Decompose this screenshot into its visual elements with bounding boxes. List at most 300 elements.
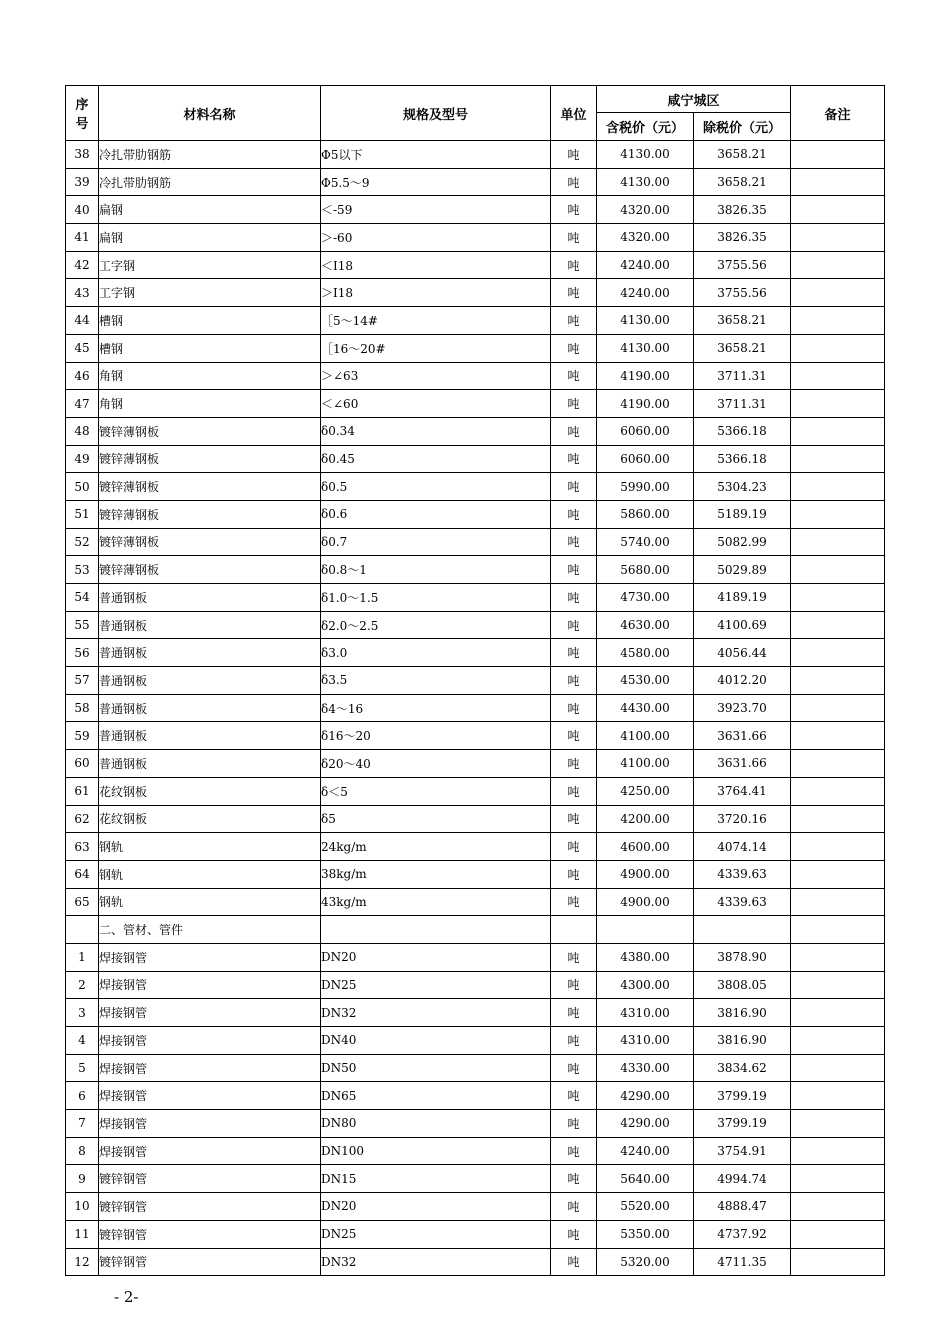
cell-seq: 7 (66, 1110, 99, 1138)
cell-unit: 吨 (551, 971, 597, 999)
cell-name: 镀锌钢管 (99, 1165, 321, 1193)
cell-unit: 吨 (551, 1054, 597, 1082)
cell-spec: δ16～20 (321, 722, 551, 750)
table-row (66, 528, 885, 556)
header-seq-bottom: 号 (75, 117, 89, 132)
cell-seq: 1 (66, 943, 99, 971)
cell-name: 焊接钢管 (99, 1027, 321, 1055)
cell-spec: 24kg/m (321, 833, 551, 861)
cell-name: 普通钢板 (99, 667, 321, 695)
header-price-notax: 除税价（元） (694, 113, 791, 141)
cell-seq: 3 (66, 999, 99, 1027)
cell-name: 冷扎带肋钢筋 (99, 168, 321, 196)
cell-seq: 60 (66, 750, 99, 778)
cell-seq: 42 (66, 251, 99, 279)
cell-unit: 吨 (551, 196, 597, 224)
table-body (66, 141, 885, 1276)
section-title: 二、管材、管件 (99, 916, 321, 944)
cell-name: 镀锌薄钢板 (99, 556, 321, 584)
cell-name: 槽钢 (99, 307, 321, 335)
cell-price-notax: 3658.21 (694, 141, 791, 169)
cell-seq (66, 916, 99, 944)
header-price-tax: 含税价（元） (597, 113, 694, 141)
cell-price-tax: 4240.00 (597, 1137, 694, 1165)
cell-seq: 5 (66, 1054, 99, 1082)
cell-price-tax: 4900.00 (597, 860, 694, 888)
cell-name: 工字钢 (99, 279, 321, 307)
cell-spec: δ3.5 (321, 667, 551, 695)
cell-price-notax: 3658.21 (694, 307, 791, 335)
cell-spec: DN32 (321, 999, 551, 1027)
cell-spec: 38kg/m (321, 860, 551, 888)
cell-seq: 44 (66, 307, 99, 335)
table-row (66, 1137, 885, 1165)
cell-note (791, 805, 885, 833)
cell-price-notax: 3816.90 (694, 999, 791, 1027)
cell-price-notax: 3755.56 (694, 279, 791, 307)
cell-spec: 43kg/m (321, 888, 551, 916)
cell-spec: DN25 (321, 1220, 551, 1248)
cell-seq: 58 (66, 694, 99, 722)
cell-seq: 62 (66, 805, 99, 833)
cell-name: 扁钢 (99, 224, 321, 252)
cell-spec: Φ5.5～9 (321, 168, 551, 196)
cell-price-tax: 6060.00 (597, 445, 694, 473)
cell-name: 角钢 (99, 362, 321, 390)
cell-seq: 4 (66, 1027, 99, 1055)
cell-spec (321, 916, 551, 944)
cell-seq: 6 (66, 1082, 99, 1110)
cell-seq: 9 (66, 1165, 99, 1193)
table-row (66, 971, 885, 999)
cell-price-tax: 4240.00 (597, 279, 694, 307)
cell-note (791, 667, 885, 695)
cell-price-tax: 5640.00 (597, 1165, 694, 1193)
cell-price-notax: 3631.66 (694, 722, 791, 750)
cell-price-tax: 6060.00 (597, 417, 694, 445)
cell-price-tax: 5320.00 (597, 1248, 694, 1276)
table-row (66, 141, 885, 169)
cell-price-tax: 5520.00 (597, 1193, 694, 1221)
cell-price-notax: 3799.19 (694, 1110, 791, 1138)
cell-name: 普通钢板 (99, 694, 321, 722)
cell-price-tax: 4310.00 (597, 999, 694, 1027)
cell-name: 焊接钢管 (99, 1137, 321, 1165)
cell-price-notax: 3834.62 (694, 1054, 791, 1082)
cell-name: 角钢 (99, 390, 321, 418)
cell-note (791, 445, 885, 473)
cell-price-tax: 5860.00 (597, 500, 694, 528)
cell-seq: 41 (66, 224, 99, 252)
cell-price-tax (597, 916, 694, 944)
cell-unit: 吨 (551, 667, 597, 695)
cell-price-notax: 4012.20 (694, 667, 791, 695)
cell-price-tax: 5740.00 (597, 528, 694, 556)
cell-name: 钢轨 (99, 860, 321, 888)
cell-price-notax: 3826.35 (694, 224, 791, 252)
cell-price-notax: 5029.89 (694, 556, 791, 584)
cell-name: 焊接钢管 (99, 971, 321, 999)
table-row (66, 639, 885, 667)
cell-spec: δ1.0～1.5 (321, 584, 551, 612)
cell-price-notax: 4074.14 (694, 833, 791, 861)
cell-price-notax: 3754.91 (694, 1137, 791, 1165)
cell-price-tax: 4290.00 (597, 1082, 694, 1110)
cell-spec: DN25 (321, 971, 551, 999)
cell-price-tax: 4580.00 (597, 639, 694, 667)
cell-price-notax: 5082.99 (694, 528, 791, 556)
cell-price-tax: 4320.00 (597, 224, 694, 252)
cell-seq: 43 (66, 279, 99, 307)
cell-price-tax: 4600.00 (597, 833, 694, 861)
table-row (66, 224, 885, 252)
table-row (66, 584, 885, 612)
cell-price-notax: 3658.21 (694, 168, 791, 196)
cell-seq: 11 (66, 1220, 99, 1248)
cell-spec: ＜-59 (321, 196, 551, 224)
cell-name: 镀锌薄钢板 (99, 445, 321, 473)
cell-unit: 吨 (551, 141, 597, 169)
table-row (66, 999, 885, 1027)
cell-price-tax: 4190.00 (597, 390, 694, 418)
cell-note (791, 500, 885, 528)
cell-price-notax: 4994.74 (694, 1165, 791, 1193)
cell-spec: δ0.5 (321, 473, 551, 501)
cell-name: 普通钢板 (99, 750, 321, 778)
cell-price-notax: 3764.41 (694, 777, 791, 805)
cell-unit: 吨 (551, 1027, 597, 1055)
cell-price-tax: 5680.00 (597, 556, 694, 584)
cell-seq: 65 (66, 888, 99, 916)
cell-spec: δ2.0～2.5 (321, 611, 551, 639)
cell-seq: 51 (66, 500, 99, 528)
cell-name: 钢轨 (99, 888, 321, 916)
cell-note (791, 1193, 885, 1221)
cell-note (791, 334, 885, 362)
cell-unit: 吨 (551, 445, 597, 473)
cell-unit: 吨 (551, 279, 597, 307)
cell-seq: 2 (66, 971, 99, 999)
table-row (66, 500, 885, 528)
cell-seq: 53 (66, 556, 99, 584)
cell-seq: 38 (66, 141, 99, 169)
cell-price-tax: 5990.00 (597, 473, 694, 501)
cell-spec: δ0.45 (321, 445, 551, 473)
cell-unit (551, 916, 597, 944)
cell-price-notax: 3799.19 (694, 1082, 791, 1110)
cell-note (791, 916, 885, 944)
table-row (66, 445, 885, 473)
cell-seq: 47 (66, 390, 99, 418)
cell-unit: 吨 (551, 943, 597, 971)
cell-unit: 吨 (551, 334, 597, 362)
cell-unit: 吨 (551, 528, 597, 556)
cell-unit: 吨 (551, 224, 597, 252)
cell-price-tax: 4130.00 (597, 141, 694, 169)
cell-spec: δ5 (321, 805, 551, 833)
cell-note (791, 694, 885, 722)
cell-spec: DN65 (321, 1082, 551, 1110)
cell-price-notax: 5189.19 (694, 500, 791, 528)
cell-name: 花纹钢板 (99, 777, 321, 805)
table-row (66, 888, 885, 916)
cell-price-tax: 4250.00 (597, 777, 694, 805)
table-row (66, 307, 885, 335)
cell-spec: δ＜5 (321, 777, 551, 805)
cell-unit: 吨 (551, 833, 597, 861)
header-name: 材料名称 (99, 86, 321, 141)
price-table (65, 85, 885, 1276)
cell-price-notax: 3826.35 (694, 196, 791, 224)
cell-name: 普通钢板 (99, 639, 321, 667)
cell-name: 扁钢 (99, 196, 321, 224)
cell-price-notax: 3878.90 (694, 943, 791, 971)
cell-spec: DN20 (321, 943, 551, 971)
cell-note (791, 1137, 885, 1165)
cell-price-tax: 4430.00 (597, 694, 694, 722)
cell-seq: 46 (66, 362, 99, 390)
table-row (66, 1027, 885, 1055)
table-row (66, 611, 885, 639)
cell-seq: 39 (66, 168, 99, 196)
table-row (66, 362, 885, 390)
cell-price-notax: 5304.23 (694, 473, 791, 501)
cell-unit: 吨 (551, 500, 597, 528)
cell-name: 焊接钢管 (99, 1110, 321, 1138)
table-row (66, 417, 885, 445)
cell-price-notax (694, 916, 791, 944)
cell-price-tax: 4190.00 (597, 362, 694, 390)
cell-spec: δ0.8～1 (321, 556, 551, 584)
cell-price-notax: 3720.16 (694, 805, 791, 833)
cell-unit: 吨 (551, 556, 597, 584)
cell-note (791, 307, 885, 335)
cell-spec: DN100 (321, 1137, 551, 1165)
cell-unit: 吨 (551, 1110, 597, 1138)
cell-name: 普通钢板 (99, 722, 321, 750)
cell-spec: δ20～40 (321, 750, 551, 778)
cell-price-tax: 4320.00 (597, 196, 694, 224)
table-row (66, 473, 885, 501)
cell-spec: ［16～20# (321, 334, 551, 362)
cell-price-tax: 4730.00 (597, 584, 694, 612)
table-row (66, 196, 885, 224)
cell-spec: δ0.7 (321, 528, 551, 556)
cell-spec: δ4～16 (321, 694, 551, 722)
cell-seq: 48 (66, 417, 99, 445)
cell-name: 镀锌薄钢板 (99, 417, 321, 445)
cell-note (791, 888, 885, 916)
cell-price-tax: 4330.00 (597, 1054, 694, 1082)
cell-name: 镀锌薄钢板 (99, 500, 321, 528)
cell-price-notax: 3631.66 (694, 750, 791, 778)
cell-note (791, 1110, 885, 1138)
cell-seq: 56 (66, 639, 99, 667)
cell-unit: 吨 (551, 722, 597, 750)
cell-unit: 吨 (551, 1165, 597, 1193)
cell-unit: 吨 (551, 584, 597, 612)
cell-seq: 12 (66, 1248, 99, 1276)
table-row (66, 722, 885, 750)
cell-price-tax: 4530.00 (597, 667, 694, 695)
cell-spec: Φ5以下 (321, 141, 551, 169)
cell-price-notax: 4339.63 (694, 888, 791, 916)
cell-note (791, 528, 885, 556)
cell-price-tax: 4130.00 (597, 307, 694, 335)
table-row (66, 1054, 885, 1082)
cell-price-tax: 4310.00 (597, 1027, 694, 1055)
table-row (66, 694, 885, 722)
table-row (66, 750, 885, 778)
cell-spec: DN15 (321, 1165, 551, 1193)
cell-note (791, 196, 885, 224)
cell-note (791, 639, 885, 667)
cell-unit: 吨 (551, 888, 597, 916)
cell-unit: 吨 (551, 168, 597, 196)
cell-unit: 吨 (551, 473, 597, 501)
cell-spec: DN50 (321, 1054, 551, 1082)
cell-unit: 吨 (551, 805, 597, 833)
cell-name: 焊接钢管 (99, 1082, 321, 1110)
cell-price-tax: 4630.00 (597, 611, 694, 639)
cell-note (791, 750, 885, 778)
cell-unit: 吨 (551, 777, 597, 805)
table-row (66, 1193, 885, 1221)
table-row (66, 667, 885, 695)
cell-note (791, 999, 885, 1027)
cell-seq: 52 (66, 528, 99, 556)
cell-spec: DN40 (321, 1027, 551, 1055)
cell-note (791, 362, 885, 390)
cell-price-notax: 3923.70 (694, 694, 791, 722)
cell-price-notax: 4888.47 (694, 1193, 791, 1221)
cell-unit: 吨 (551, 1248, 597, 1276)
cell-spec: δ0.6 (321, 500, 551, 528)
table-row (66, 1082, 885, 1110)
table-row (66, 943, 885, 971)
cell-price-notax: 5366.18 (694, 417, 791, 445)
cell-note (791, 722, 885, 750)
cell-price-tax: 4380.00 (597, 943, 694, 971)
table-row (66, 251, 885, 279)
cell-price-notax: 3711.31 (694, 362, 791, 390)
cell-seq: 61 (66, 777, 99, 805)
cell-note (791, 777, 885, 805)
cell-price-notax: 4189.19 (694, 584, 791, 612)
table-row (66, 556, 885, 584)
cell-name: 镀锌钢管 (99, 1220, 321, 1248)
cell-seq: 8 (66, 1137, 99, 1165)
cell-price-tax: 4900.00 (597, 888, 694, 916)
cell-seq: 59 (66, 722, 99, 750)
cell-unit: 吨 (551, 390, 597, 418)
section-row (66, 916, 885, 944)
cell-seq: 50 (66, 473, 99, 501)
cell-note (791, 1248, 885, 1276)
cell-spec: DN80 (321, 1110, 551, 1138)
cell-spec: ＞Ⅰ18 (321, 279, 551, 307)
cell-name: 镀锌钢管 (99, 1193, 321, 1221)
cell-note (791, 943, 885, 971)
cell-name: 焊接钢管 (99, 943, 321, 971)
cell-seq: 64 (66, 860, 99, 888)
header-seq-top: 序 (75, 98, 89, 113)
cell-unit: 吨 (551, 1082, 597, 1110)
cell-unit: 吨 (551, 639, 597, 667)
table-row (66, 1220, 885, 1248)
header-unit: 单位 (551, 86, 597, 141)
cell-note (791, 556, 885, 584)
cell-name: 焊接钢管 (99, 999, 321, 1027)
cell-price-notax: 5366.18 (694, 445, 791, 473)
cell-note (791, 1082, 885, 1110)
cell-unit: 吨 (551, 307, 597, 335)
cell-price-tax: 4300.00 (597, 971, 694, 999)
cell-price-notax: 4056.44 (694, 639, 791, 667)
cell-unit: 吨 (551, 251, 597, 279)
cell-unit: 吨 (551, 1137, 597, 1165)
cell-price-notax: 3816.90 (694, 1027, 791, 1055)
cell-name: 普通钢板 (99, 611, 321, 639)
cell-note (791, 971, 885, 999)
cell-seq: 57 (66, 667, 99, 695)
cell-price-tax: 5350.00 (597, 1220, 694, 1248)
cell-name: 钢轨 (99, 833, 321, 861)
cell-name: 花纹钢板 (99, 805, 321, 833)
cell-note (791, 833, 885, 861)
table-row (66, 279, 885, 307)
cell-note (791, 224, 885, 252)
table-row (66, 334, 885, 362)
header-row-1 (66, 86, 885, 113)
cell-unit: 吨 (551, 999, 597, 1027)
table-row (66, 1165, 885, 1193)
cell-unit: 吨 (551, 694, 597, 722)
cell-note (791, 417, 885, 445)
cell-name: 镀锌钢管 (99, 1248, 321, 1276)
cell-seq: 40 (66, 196, 99, 224)
cell-unit: 吨 (551, 417, 597, 445)
cell-price-tax: 4100.00 (597, 750, 694, 778)
cell-note (791, 860, 885, 888)
cell-seq: 45 (66, 334, 99, 362)
cell-price-notax: 3755.56 (694, 251, 791, 279)
table-row (66, 805, 885, 833)
cell-spec: DN20 (321, 1193, 551, 1221)
cell-seq: 10 (66, 1193, 99, 1221)
cell-name: 焊接钢管 (99, 1054, 321, 1082)
cell-note (791, 251, 885, 279)
page-number: - 2- (114, 1288, 139, 1306)
cell-name: 工字钢 (99, 251, 321, 279)
table-row (66, 1110, 885, 1138)
header-region: 咸宁城区 (597, 86, 791, 113)
cell-unit: 吨 (551, 750, 597, 778)
cell-spec: ＞∠63 (321, 362, 551, 390)
table-row (66, 777, 885, 805)
cell-note (791, 584, 885, 612)
cell-name: 普通钢板 (99, 584, 321, 612)
header-seq (66, 86, 99, 141)
cell-note (791, 1220, 885, 1248)
cell-spec: δ3.0 (321, 639, 551, 667)
cell-spec: ［5～14# (321, 307, 551, 335)
cell-seq: 54 (66, 584, 99, 612)
cell-spec: DN32 (321, 1248, 551, 1276)
cell-spec: ＞-60 (321, 224, 551, 252)
cell-price-tax: 4290.00 (597, 1110, 694, 1138)
table-row (66, 390, 885, 418)
